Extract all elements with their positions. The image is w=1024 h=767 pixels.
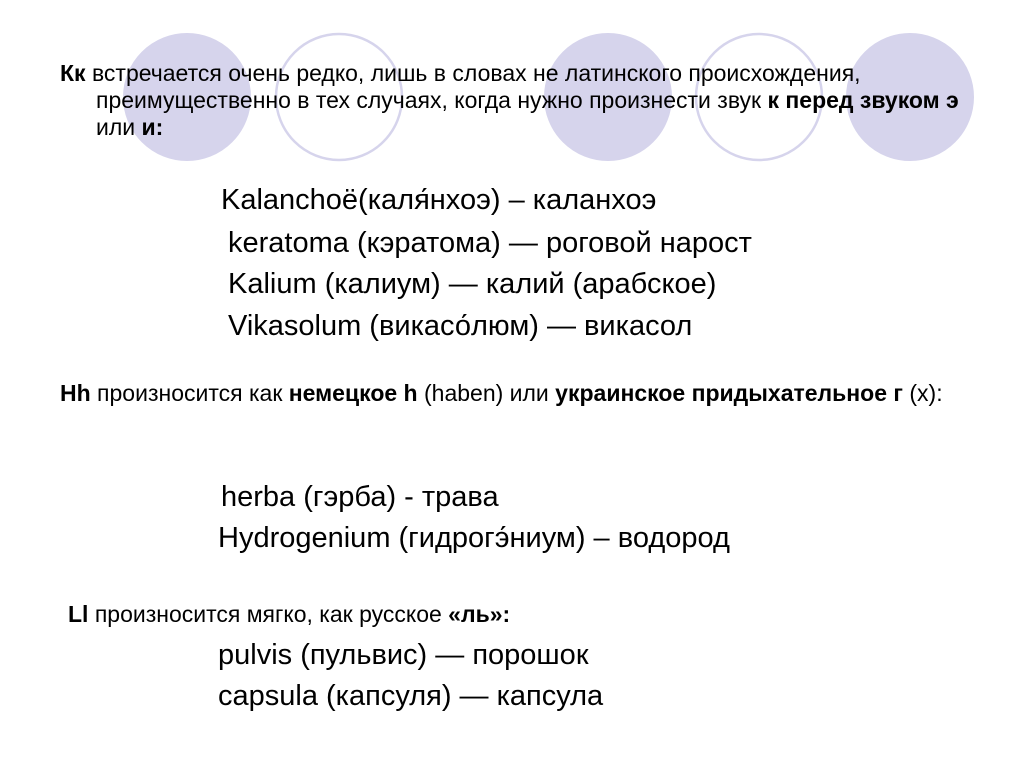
- paragraph-k: [60, 60, 996, 141]
- example-l-1: pulvis (пульвис) — порошок: [218, 639, 589, 671]
- example-k-4: Vikasolum (викасо́люм) — викасол: [228, 310, 693, 342]
- letter-k: Кк: [60, 60, 86, 86]
- paragraph-k-text-1: встречается очень редко, лишь в словах не латинского происхождения, преимущественно в тех случаях, когда нужно произнести звук: [85, 60, 861, 113]
- paragraph-h-bold-1: немецкое h: [288, 380, 418, 406]
- example-h-2: Hydrogenium (гидрогэ́ниум) – водород: [218, 522, 730, 554]
- example-h-1: herba (гэрба) - трава: [221, 481, 499, 513]
- paragraph-l-text-1: произносится мягко, как русское: [88, 601, 449, 627]
- paragraph-l: [68, 601, 968, 628]
- example-l-2: capsula (капсуля) — капсула: [218, 680, 604, 712]
- example-k-1: Kalanchoё(каля́нхоэ) – каланхоэ: [221, 184, 657, 216]
- example-k-2: keratoma (кэратома) — роговой нарост: [228, 227, 752, 259]
- letter-h: Hh: [60, 380, 91, 406]
- example-k-3: Kalium (калиум) — калий (арабское): [228, 268, 717, 300]
- paragraph-k-text-2: или: [96, 114, 142, 140]
- paragraph-h: [60, 380, 996, 407]
- paragraph-k-bold-2: и:: [141, 114, 164, 140]
- paragraph-h-bold-2: украинское придыхательное г: [555, 380, 903, 406]
- paragraph-k-bold-1: к перед звуком э: [767, 87, 959, 113]
- paragraph-h-text-2: (haben) или: [417, 380, 556, 406]
- paragraph-h-text-3: (х):: [903, 380, 943, 406]
- paragraph-l-bold-1: «ль»:: [448, 601, 511, 627]
- letter-l: Ll: [68, 601, 89, 627]
- paragraph-h-text-1: произносится как: [90, 380, 289, 406]
